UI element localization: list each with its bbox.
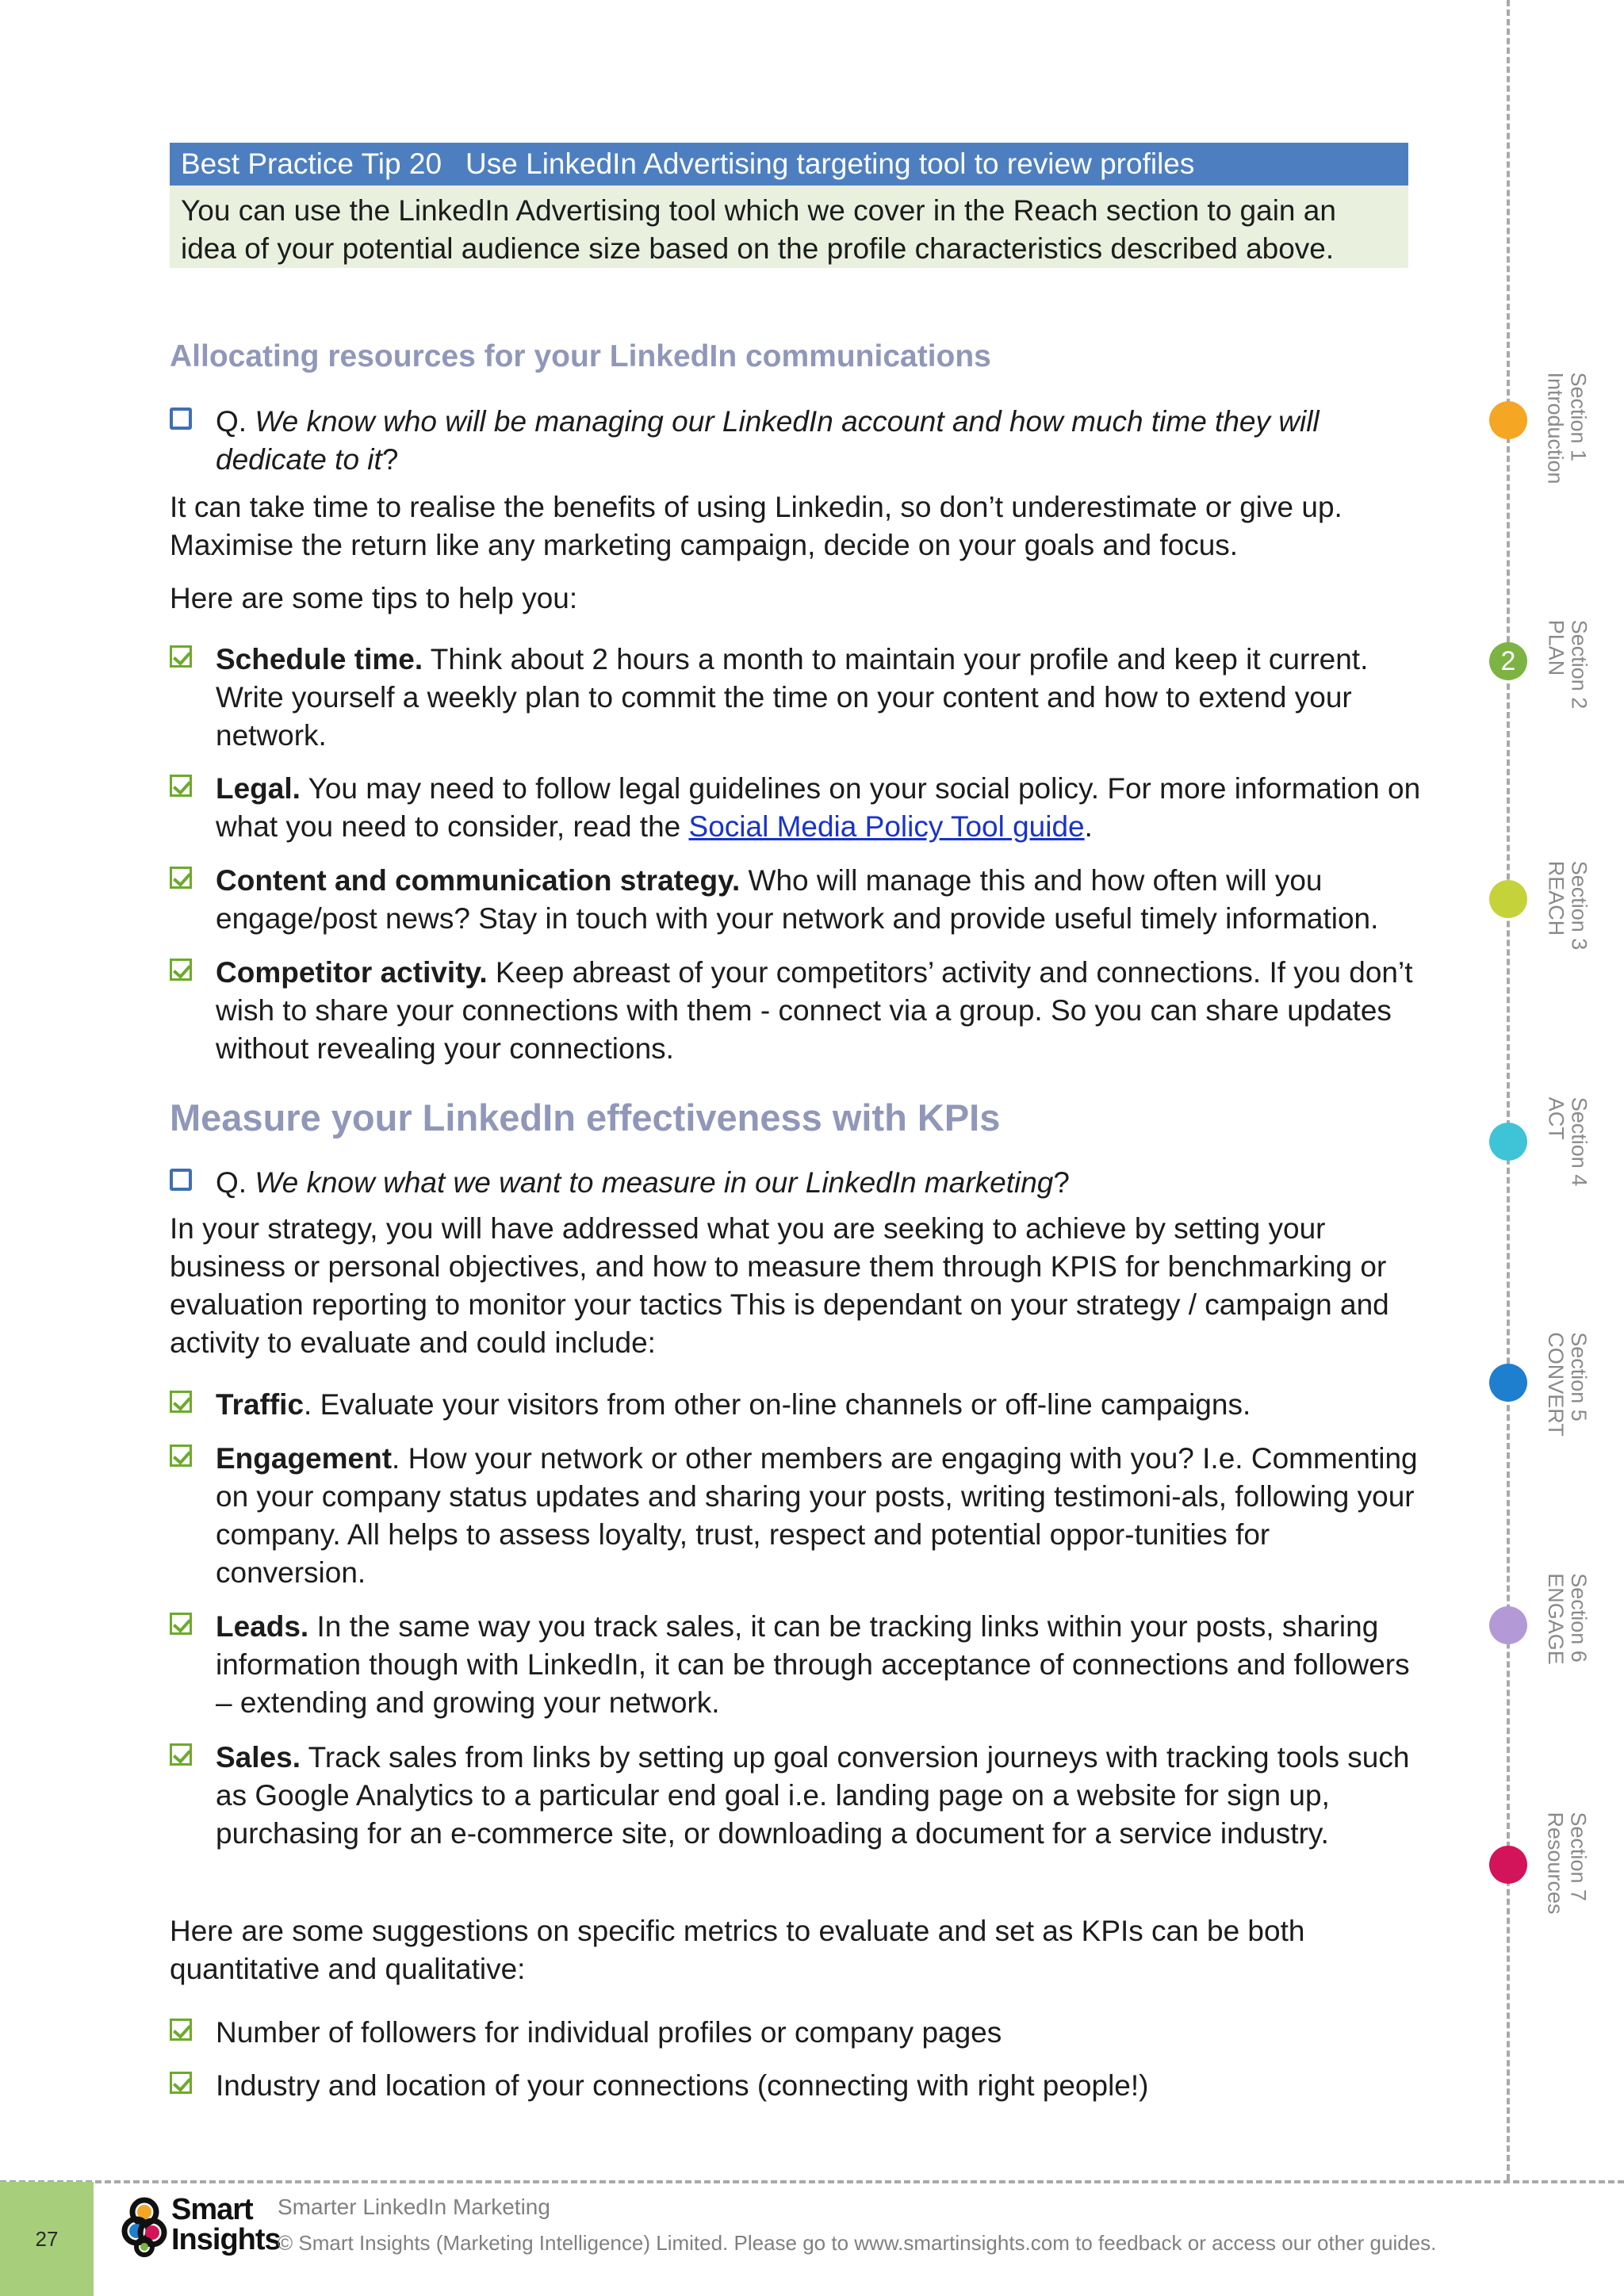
section-6-label[interactable]: Section 6 ENGAGE	[1544, 1573, 1591, 1665]
item-text: You may need to follow legal guidelines on your social policy. For more information on what you need to consider, read the	[216, 772, 1421, 843]
allocating-paragraph: It can take time to realise the benefits of using Linkedin, so don’t underestimate or give up. Maximise the return like any marketing campaign, decide on your goals and focus.	[170, 491, 1342, 561]
footer-copyright: © Smart Insights (Marketing Intelligence) Limited. Please go to www.smartinsights.com to feedback or access our other guides.	[278, 2231, 1437, 2255]
item-text: Keep abreast of your competitors’ activity and connections. If you don’t wish to share your connections with them - connect via a group. So you can share updates without revealing your connections.	[216, 956, 1413, 1065]
metric-text: Number of followers for individual profiles or company pages	[216, 2016, 1002, 2049]
section-6-dot[interactable]	[1489, 1606, 1527, 1644]
item-text: In the same way you track sales, it can be tracking links within your posts, sharing information though with LinkedIn, it can be through acceptance of connections and followers – extending and growing your network.	[216, 1610, 1410, 1719]
allocating-heading: Allocating resources for your LinkedIn communications	[170, 339, 991, 373]
item-bold: Engagement	[216, 1442, 393, 1475]
section-7-dot[interactable]	[1489, 1846, 1527, 1884]
measure-paragraph: In your strategy, you will have addressed what you are seeking to achieve by setting your business or personal objectives, and how to measure them through KPIS for benchmarking or evaluation reporting to monitor your tactics This is dependant on your strategy / campaign and activity to evaluate and could include:	[170, 1212, 1389, 1359]
question-text: We know what we want to measure in our LinkedIn marketing	[255, 1166, 1054, 1199]
section-3-label[interactable]: Section 3 REACH	[1544, 860, 1591, 951]
tip-title: Use LinkedIn Advertising targeting tool to review profiles	[465, 147, 1195, 180]
social-media-policy-link[interactable]: Social Media Policy Tool guide	[688, 810, 1085, 843]
best-practice-tip-box	[170, 143, 1408, 268]
section-3-dot[interactable]	[1489, 880, 1527, 918]
item-text: Track sales from links by setting up goal conversion journeys with tracking tools such as Google Analytics to a particular end goal i.e. landing page on a website for sign up, purchasing for an e-commerce site, or downloading a document for a service industry.	[216, 1741, 1410, 1850]
metric-text: Industry and location of your connections (connecting with right people!)	[216, 2069, 1149, 2102]
allocating-tips-intro: Here are some tips to help you:	[170, 582, 578, 614]
question-prefix: Q.	[216, 1166, 255, 1199]
checkbox-icon	[170, 775, 193, 798]
item-bold: Sales.	[216, 1741, 301, 1774]
question-suffix: ?	[1053, 1166, 1070, 1199]
checkbox-icon	[170, 2019, 193, 2042]
checkbox-icon	[170, 2072, 193, 2095]
checkbox-icon	[170, 1613, 193, 1636]
tip-body: You can use the LinkedIn Advertising tool which we cover in the Reach section to gain an idea of your potential audience size based on the profile characteristics described above.	[170, 186, 1408, 268]
footer-divider	[0, 2180, 1624, 2183]
tip-header	[170, 143, 1408, 186]
section-4-label[interactable]: Section 4 ACT	[1544, 1096, 1591, 1187]
section-5-dot[interactable]	[1489, 1364, 1527, 1402]
question-prefix: Q.	[216, 405, 255, 438]
question-text: We know who will be managing our LinkedIn account and how much time they will dedicate to it	[216, 405, 1320, 476]
question-box-icon	[170, 408, 193, 431]
tip-number: Best Practice Tip 20	[181, 147, 442, 180]
checkbox-icon	[170, 1445, 193, 1468]
item-text: . Evaluate your visitors from other on-line channels or off-line campaigns.	[304, 1388, 1251, 1421]
checkbox-icon	[170, 867, 193, 890]
item-text: Think about 2 hours a month to maintain your profile and keep it current. Write yourself a weekly plan to commit the time on your content and how to extend your network.	[216, 643, 1369, 752]
section-5-label[interactable]: Section 5 CONVERT	[1544, 1332, 1591, 1437]
checkbox-icon	[170, 1391, 193, 1414]
item-bold: Legal.	[216, 772, 301, 805]
item-bold: Schedule time.	[216, 643, 423, 675]
section-4-dot[interactable]	[1489, 1123, 1527, 1161]
footer-title: Smarter LinkedIn Marketing	[278, 2195, 550, 2219]
item-bold: Traffic	[216, 1388, 304, 1421]
item-text: . How your network or other members are engaging with you? I.e. Commenting on your company status updates and sharing your posts, writing testimoni-als, following your company. All helps to assess loyalty, trust, respect and potential oppor-tunities for conversion.	[216, 1442, 1418, 1589]
section-1-dot[interactable]	[1489, 401, 1527, 439]
logo-wordmark: Smart Insights	[171, 2193, 281, 2256]
item-text-end: .	[1084, 810, 1093, 843]
item-text: Who will manage this and how often will you engage/post news? Stay in touch with your network and provide useful timely information.	[216, 864, 1379, 935]
checkbox-icon	[170, 1743, 193, 1767]
item-bold: Leads.	[216, 1610, 309, 1643]
section-1-label[interactable]: Section 1 Introduction	[1544, 372, 1591, 484]
metrics-intro: Here are some suggestions on specific metrics to evaluate and set as KPIs can be both quantitative and qualitative:	[170, 1915, 1305, 1985]
page-number: 27	[0, 2182, 94, 2296]
section-2-label[interactable]: Section 2 PLAN	[1544, 619, 1591, 710]
section-2-dot[interactable]	[1489, 642, 1527, 680]
section-7-label[interactable]: Section 7 Resources	[1544, 1812, 1591, 1915]
question-box-icon	[170, 1169, 193, 1192]
item-bold: Content and communication strategy.	[216, 864, 741, 897]
item-bold: Competitor activity.	[216, 956, 488, 989]
checkbox-icon	[170, 959, 193, 982]
measure-heading: Measure your LinkedIn effectiveness with KPIs	[170, 1096, 1001, 1138]
section-2-badge: 2	[1500, 645, 1516, 676]
checkbox-icon	[170, 645, 193, 669]
question-suffix: ?	[381, 443, 399, 476]
